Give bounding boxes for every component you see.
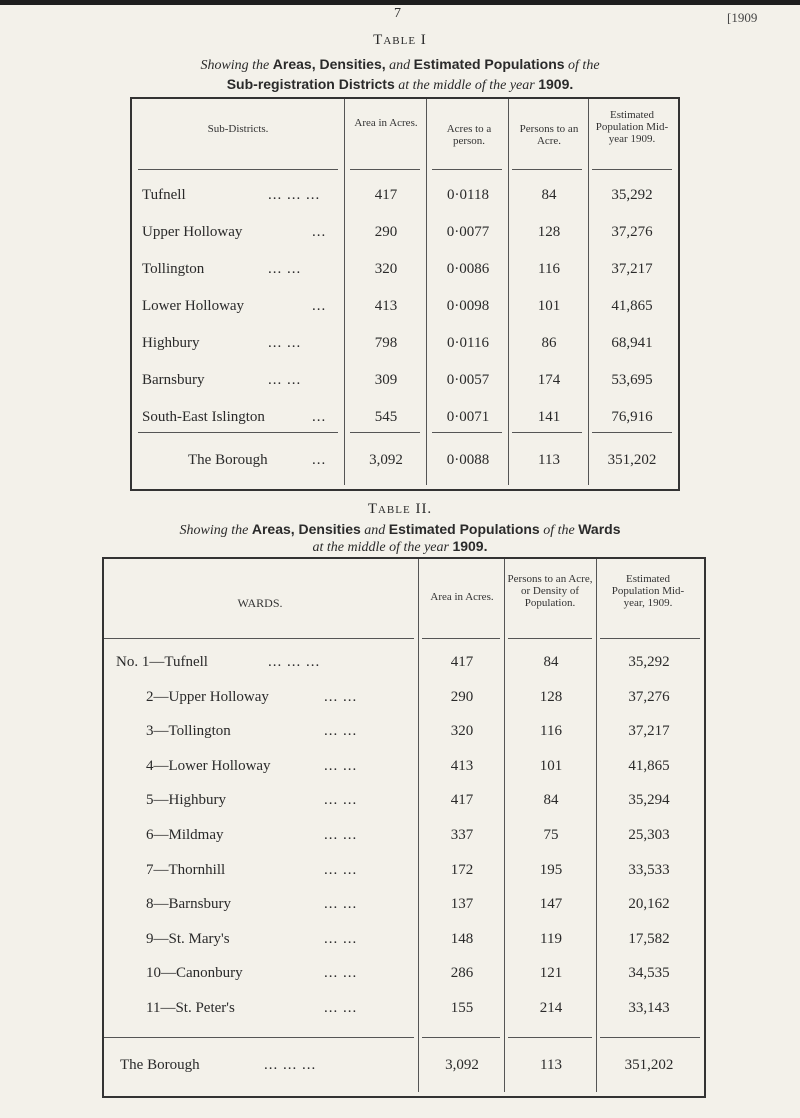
t2-row-name: 4—Lower Holloway [146,757,271,774]
t2-row-area: 148 [450,930,474,947]
t1-total-rule [350,432,420,433]
t1-row-area: 545 [374,409,398,425]
t1-row-population: 68,941 [611,335,653,351]
t1-row-acres-per-person: 0·0098 [446,298,490,314]
t2-row-density: 101 [539,757,563,774]
t2-header-rule [508,638,592,639]
table-row [132,333,678,353]
t2-row-dots: ... ... ... [268,654,321,670]
table-row [132,259,678,279]
t2-row-population: 37,217 [628,723,670,740]
t1-cap-p7: at the middle of the year [398,78,535,93]
t2-total-density: 113 [540,1057,562,1073]
t1-row-persons-per-acre: 141 [537,409,561,425]
t2-row-area: 413 [450,757,474,774]
table-row [104,652,704,672]
t2-row-density: 195 [539,861,563,878]
t2-row-dots: ... ... [324,757,358,774]
t2-row-dots: ... ... [324,930,358,947]
t2-row-area: 172 [450,861,474,878]
t2-total-population: 351,202 [624,1057,674,1073]
t2-row-population: 35,294 [628,792,670,809]
t2-row-dots: ... ... [324,792,358,809]
t2-row-population: 20,162 [628,896,670,913]
t1-cap-p4: Estimated Populations [413,56,565,72]
t2-cap-p5: of the [543,523,575,538]
t2-total-area: 3,092 [445,1057,479,1073]
t1-row-population: 53,695 [611,372,653,388]
t2-row-dots: ... ... [324,896,358,913]
t1-total-rule [592,432,672,433]
table-row [132,407,678,427]
t1-header-rule [350,169,420,170]
t1-total-persons-per-acre: 113 [538,452,560,468]
table2-caption-line2 [0,537,800,557]
t2-row-name: No. 1—Tufnell [116,654,208,670]
t1-header-rule [432,169,502,170]
table-row [104,894,704,914]
t2-total-rule [104,1037,414,1038]
t2-row-dots: ... ... [324,723,358,740]
t1-row-persons-per-acre: 116 [538,261,560,277]
t2-header-wards: WARDS. [237,596,283,610]
t2-row-density: 116 [540,723,562,740]
t2-row-area: 320 [450,723,474,740]
table-row [104,825,704,845]
t2-row-name: 10—Canonbury [146,965,243,982]
t1-cap-p2: Areas, Densities, [272,56,386,72]
t1-row-dots: ... [312,224,327,240]
t1-total-row [132,450,678,470]
t1-header-subdistricts: Sub-Districts. [207,123,269,135]
table-row [132,185,678,205]
t2-total-rule [508,1037,592,1038]
t2-row-density: 147 [539,896,563,913]
t1-row-acres-per-person: 0·0116 [447,335,489,351]
table1 [130,97,680,491]
t2-row-population: 34,535 [628,965,670,982]
table1-caption [0,55,800,75]
t2-row-name: 9—St. Mary's [146,930,230,947]
table2-title: Table II. [367,501,433,517]
t2-row-dots: ... ... [324,861,358,878]
table1-title: Table I [373,32,427,48]
page-top-rule [0,0,800,5]
t1-header-rule [512,169,582,170]
t1-row-persons-per-acre: 174 [537,372,561,388]
t2-row-area: 290 [450,688,474,705]
t2-cap-p8: 1909. [452,538,488,554]
t2-total-rule [600,1037,700,1038]
t1-row-name: Tollington [142,261,205,277]
t1-row-name: South-East Islington [142,409,265,425]
t1-cap-p1: Showing the [200,58,270,73]
t1-total-dots: ... [312,452,327,468]
table-row [104,929,704,949]
table-row [132,222,678,242]
t1-row-name: Barnsbury [142,372,205,388]
t2-row-density: 121 [539,965,563,982]
t2-cap-p6: Wards [578,521,621,537]
t1-row-name: Highbury [142,335,200,351]
t1-row-acres-per-person: 0·0071 [446,409,490,425]
table-row [104,998,704,1018]
t2-header-population: Estimated Population Mid-year, 1909. [611,573,685,609]
t2-row-population: 41,865 [628,757,670,774]
t2-row-name: 7—Thornhill [146,861,226,878]
t2-row-density: 84 [543,792,559,809]
t1-row-dots: ... ... [268,261,302,277]
t2-row-name: 2—Upper Holloway [146,688,269,705]
t1-row-dots: ... ... [268,335,302,351]
t2-row-population: 25,303 [628,827,670,843]
t2-row-name: 8—Barnsbury [146,896,231,913]
t2-row-area: 286 [450,965,474,982]
t1-row-dots: ... [312,298,327,314]
t1-row-area: 413 [374,298,398,314]
t1-row-dots: ... [312,409,327,425]
t2-row-area: 417 [450,792,474,809]
t1-col-divider-3 [508,99,509,485]
page-number: 7 [394,6,401,21]
t1-row-population: 41,865 [611,298,653,314]
t1-row-acres-per-person: 0·0077 [446,224,490,240]
t1-row-persons-per-acre: 128 [537,224,561,240]
t2-header-rule [104,638,414,639]
t1-total-acres-per-person: 0·0088 [446,452,490,468]
t2-row-dots: ... ... [324,827,358,843]
t1-header-acres-per-person: Acres to a person. [446,123,492,147]
t2-cap-p2: Areas, Densities [251,521,361,537]
t1-row-acres-per-person: 0·0118 [447,187,489,203]
table-row [104,963,704,983]
t1-cap-p8: 1909. [538,76,574,92]
t2-row-density: 128 [539,688,563,705]
t1-col-divider-4 [588,99,589,485]
table-row [132,370,678,390]
t1-cap-p3: and [389,58,411,73]
t1-row-population: 37,217 [611,261,653,277]
t1-row-persons-per-acre: 101 [537,298,561,314]
t2-row-name: 5—Highbury [146,792,226,809]
t1-row-population: 35,292 [611,187,653,203]
t2-row-name: 11—St. Peter's [146,1000,235,1016]
table-row [104,721,704,741]
t1-total-rule [138,432,338,433]
t1-row-dots: ... ... [268,372,302,388]
t1-cap-p5: of the [568,58,600,73]
t2-row-population: 33,533 [628,861,670,878]
t1-row-population: 76,916 [611,409,653,425]
t1-total-rule [432,432,502,433]
t2-row-density: 84 [543,654,559,670]
t2-cap-p4: Estimated Populations [388,521,540,537]
table-row [104,756,704,776]
t2-row-area: 155 [450,1000,474,1016]
t1-total-area: 3,092 [369,452,403,468]
t2-cap-p1: Showing the [179,523,249,538]
t1-row-area: 320 [374,261,398,277]
t2-row-population: 37,276 [628,688,670,705]
t1-header-rule [138,169,338,170]
t1-row-name: Tufnell [142,187,186,203]
t2-row-area: 417 [450,654,474,670]
t1-header-rule [592,169,672,170]
t1-row-dots: ... ... ... [268,187,321,203]
t2-row-density: 75 [543,827,559,843]
t1-header-persons-per-acre: Persons to an Acre. [519,123,579,147]
t2-cap-p3: and [364,523,386,538]
table1-caption-line2 [0,75,800,95]
table2 [102,557,706,1098]
t1-cap-p6: Sub-registration Districts [226,76,395,92]
t2-row-area: 137 [450,896,474,913]
t2-total-dots: ... ... ... [264,1057,317,1073]
t1-row-area: 798 [374,335,398,351]
t1-row-persons-per-acre: 86 [541,335,557,351]
table-row [132,296,678,316]
t2-row-population: 35,292 [628,654,670,670]
year-mark: [1909 [727,10,758,25]
t2-row-density: 214 [539,1000,563,1016]
t2-row-dots: ... ... [324,688,358,705]
t2-row-density: 119 [540,930,562,947]
table-row [104,687,704,707]
t1-row-area: 417 [374,187,398,203]
t2-header-rule [600,638,700,639]
t1-header-area: Area in Acres. [354,117,418,129]
t2-header-density: Persons to an Acre, or Density of Population. [507,573,593,609]
t1-row-acres-per-person: 0·0086 [446,261,490,277]
t1-total-name: The Borough [188,452,268,468]
t2-total-row [104,1055,704,1075]
t1-row-name: Lower Holloway [142,298,245,314]
t2-row-population: 17,582 [628,930,670,947]
t1-header-population: Estimated Population Mid-year 1909. [595,109,669,145]
t1-col-divider-1 [344,99,345,485]
t2-row-dots: ... ... [324,1000,358,1016]
t1-row-population: 37,276 [611,224,653,240]
t2-row-area: 337 [450,827,474,843]
t1-row-name: Upper Holloway [142,224,243,240]
t1-row-area: 290 [374,224,398,240]
t2-row-name: 3—Tollington [146,723,231,740]
t2-total-name: The Borough [120,1057,200,1073]
t1-col-divider-2 [426,99,427,485]
t1-row-acres-per-person: 0·0057 [446,372,490,388]
t2-row-population: 33,143 [628,1000,670,1016]
t1-row-persons-per-acre: 84 [541,187,557,203]
t1-total-rule [512,432,582,433]
t2-row-dots: ... ... [324,965,358,982]
table-row [104,860,704,880]
t1-row-area: 309 [374,372,398,388]
table-row [104,790,704,810]
t2-cap-p7: at the middle of the year [312,540,449,555]
t2-header-area: Area in Acres. [430,591,494,603]
t2-total-rule [422,1037,500,1038]
t2-header-rule [422,638,500,639]
t2-row-name: 6—Mildmay [146,827,224,843]
t1-total-population: 351,202 [607,452,657,468]
